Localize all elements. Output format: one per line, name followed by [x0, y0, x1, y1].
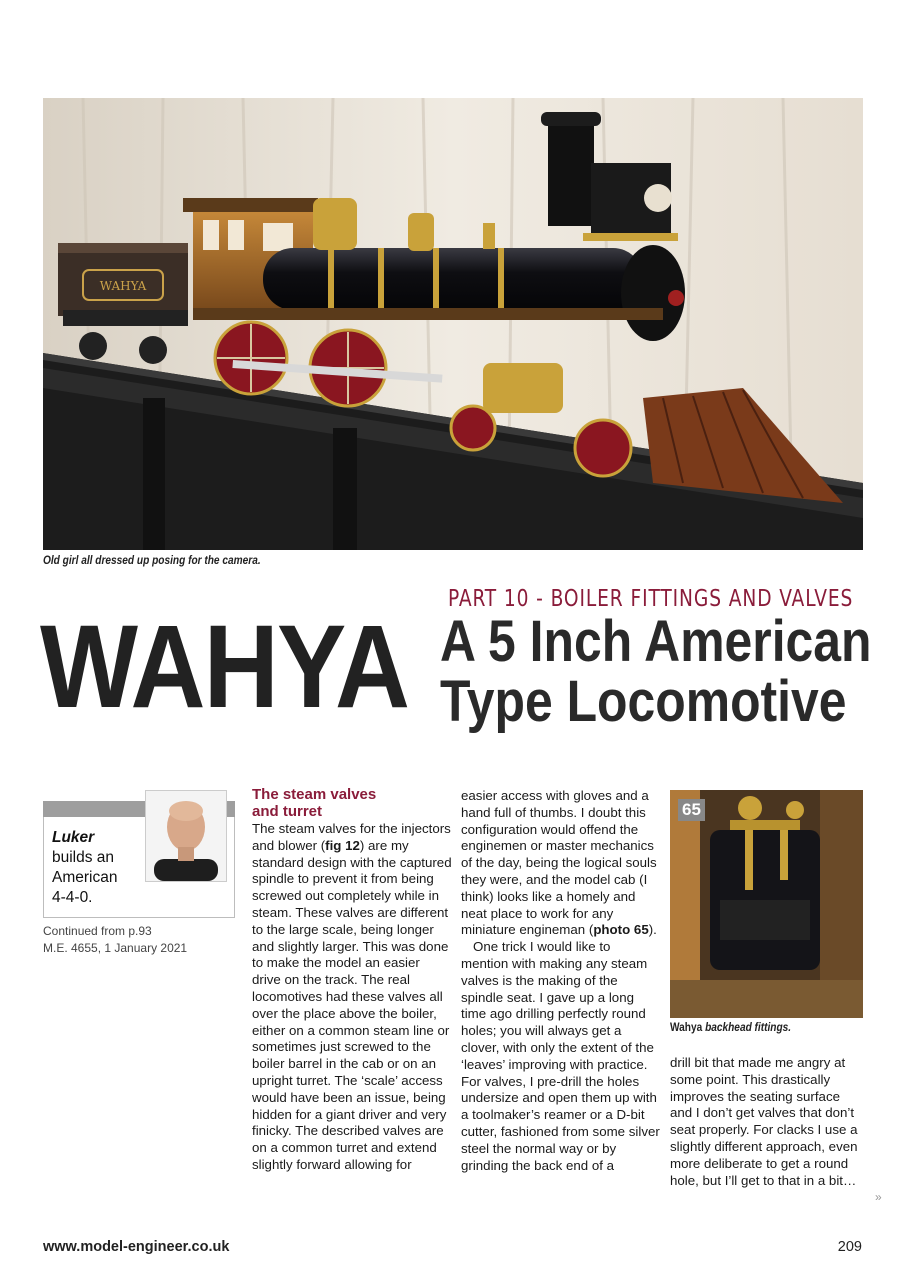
continue-arrow-icon: »	[875, 1190, 882, 1204]
subtitle	[440, 609, 872, 734]
photo-65	[670, 790, 863, 1018]
paragraph: drill bit that made me angry at some point. This drastically improves the seating surface and I don’t get valves that don’t seat properly. For clacks I use a slightly different approach, even more deliberate to get a round hole, but I’ll get to that in a bit…	[670, 1055, 858, 1188]
text-run: easier access with gloves and a hand full of thumbs. I doubt this configuration would offend the enginemen or master mechanics of the day, being the logical souls they were, and the model cab (I think) looks like a homely and neat place to work for any miniature engineman (	[461, 788, 657, 938]
figure-ref: fig 12	[325, 837, 360, 853]
article-column-3	[670, 1055, 865, 1189]
main-title: WAHYA	[40, 601, 409, 733]
author-line: American	[52, 869, 118, 886]
continued-note	[43, 923, 187, 957]
subtitle-line-1: A 5 Inch American	[440, 609, 872, 674]
series-kicker: PART 10 - BOILER FITTINGS AND VALVES	[447, 586, 853, 612]
issue-ref: M.E. 4655, 1 January 2021	[43, 941, 188, 955]
section-heading	[252, 786, 452, 820]
author-name: Luker	[52, 829, 95, 846]
photo-65-caption	[670, 1022, 791, 1034]
photo-number-badge: 65	[678, 799, 705, 821]
paragraph: One trick I would like to mention with making any steam valves is the making of the spindle seat. I gave up a long time ago drilling perfectly round holes; you will always get a clover, with only the extent of the ‘leaves’ improving with practice. For valves, I pre-drill the holes undersize and open them up with a toolmaker’s reamer or a D-bit cutter, fashioned from some silver steel the normal way or by grinding the back end of a	[461, 939, 660, 1173]
text-run: ) are my standard design with the captured spindle to prevent it from being screwed out completely while in steam. These valves are different to the large scale, being longer and slightly larger. This was done to make the model an easier drive on the track. The real locomotives had these valves all over the place above the boiler, either on a common steam line or sometimes just screwed to the boiler barrel in the cab or on an upright turret. The ‘scale’ access would have been an issue, being hidden for a giant driver and very finicky. The described valves are on a common turret and extend slightly forward allowing for	[252, 837, 452, 1172]
paragraph	[252, 821, 452, 1174]
author-photo	[145, 790, 227, 882]
caption-rest: backhead fittings.	[705, 1022, 792, 1034]
section-heading-line: and turret	[252, 803, 323, 820]
hero-photo	[43, 98, 863, 550]
caption-name: Wahya	[670, 1022, 703, 1034]
article-column-2	[461, 788, 661, 1174]
subtitle-line-2: Type Locomotive	[440, 669, 847, 734]
footer-website[interactable]: www.model-engineer.co.uk	[43, 1239, 230, 1255]
author-line: builds an	[52, 849, 115, 866]
page-number: 209	[837, 1239, 862, 1255]
author-blurb	[52, 828, 142, 908]
continued-from: Continued from p.93	[43, 924, 152, 938]
tender-name: WAHYA	[99, 279, 147, 293]
paragraph	[461, 788, 661, 939]
article-column-1	[252, 786, 452, 1174]
text-run: ).	[648, 922, 657, 938]
section-heading-line: The steam valves	[252, 786, 377, 803]
photo-ref: photo 65	[593, 922, 649, 938]
text-run: The steam valves for the injectors and blower (	[252, 821, 451, 853]
hero-caption: Old girl all dressed up posing for the camera.	[43, 555, 261, 567]
author-line: 4-4-0.	[52, 889, 93, 906]
